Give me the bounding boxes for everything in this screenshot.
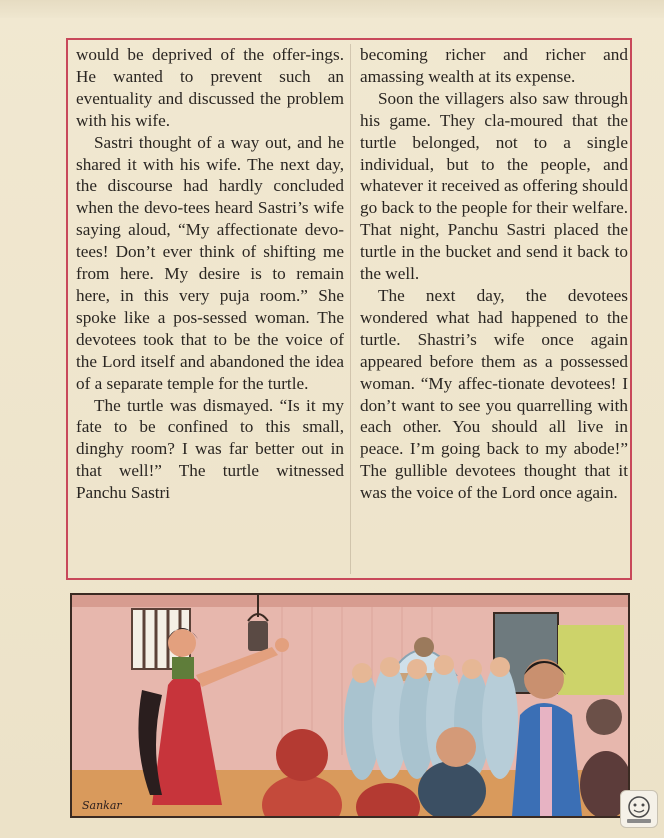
right-paragraph-3: The next day, the devotees wondered what had happened to the turtle. Shastri’s wife once again appeared before them as a possessed woman. “My affec-tionate devotees! I don’t want to see you quarrelling with each other. You should all live in peace. I’m going back to my abode!” The gullible devotees thought that it was the voice of the Lord once again.: [360, 285, 628, 503]
left-paragraph-1: would be deprived of the offer-ings. He wanted to prevent such an eventuality and discussed the problem with his wife.: [76, 45, 344, 130]
publisher-badge: [620, 790, 658, 828]
right-column: [360, 44, 628, 504]
publisher-logo-icon: [621, 791, 657, 827]
artist-signature: Sankar: [82, 799, 122, 812]
ceiling-beam: [72, 595, 628, 607]
column-divider: [350, 44, 351, 574]
left-paragraph-3: The turtle was dismayed. “Is it my fate to be confined to this small, dinghy room? I was far better out in that well!” The turtle witnessed Panchu Sastri: [76, 395, 344, 503]
right-paragraph-2: Soon the villagers also saw through his game. They cla-moured that the turtle belonged, not to a single individual, but to the people, and whatever it received as offering should go back to the people for their welfare. That night, Panchu Sastri placed the turtle in the bucket and send it back to the well.: [360, 88, 628, 284]
left-paragraph-2: Sastri thought of a way out, and he shared it with his wife. The next day, the discourse had hardly concluded when the devo-tees heard Sastri’s wife saying aloud, “My affectionate devo-tees! Don’t ever think of shifting me from here. My desire is to remain here, in this very puja room.” She spoke like a pos-sessed woman. The devotees took that to be the voice of the Lord itself and abandoned the idea of a separate temple for the turtle.: [76, 132, 344, 393]
text-frame: [66, 38, 632, 580]
left-column: [76, 44, 344, 504]
story-illustration: [70, 593, 630, 818]
right-paragraph-1: becoming richer and richer and amassing wealth at its expense.: [360, 45, 628, 86]
illustration-scene: [72, 595, 628, 816]
top-strip: [0, 0, 664, 18]
